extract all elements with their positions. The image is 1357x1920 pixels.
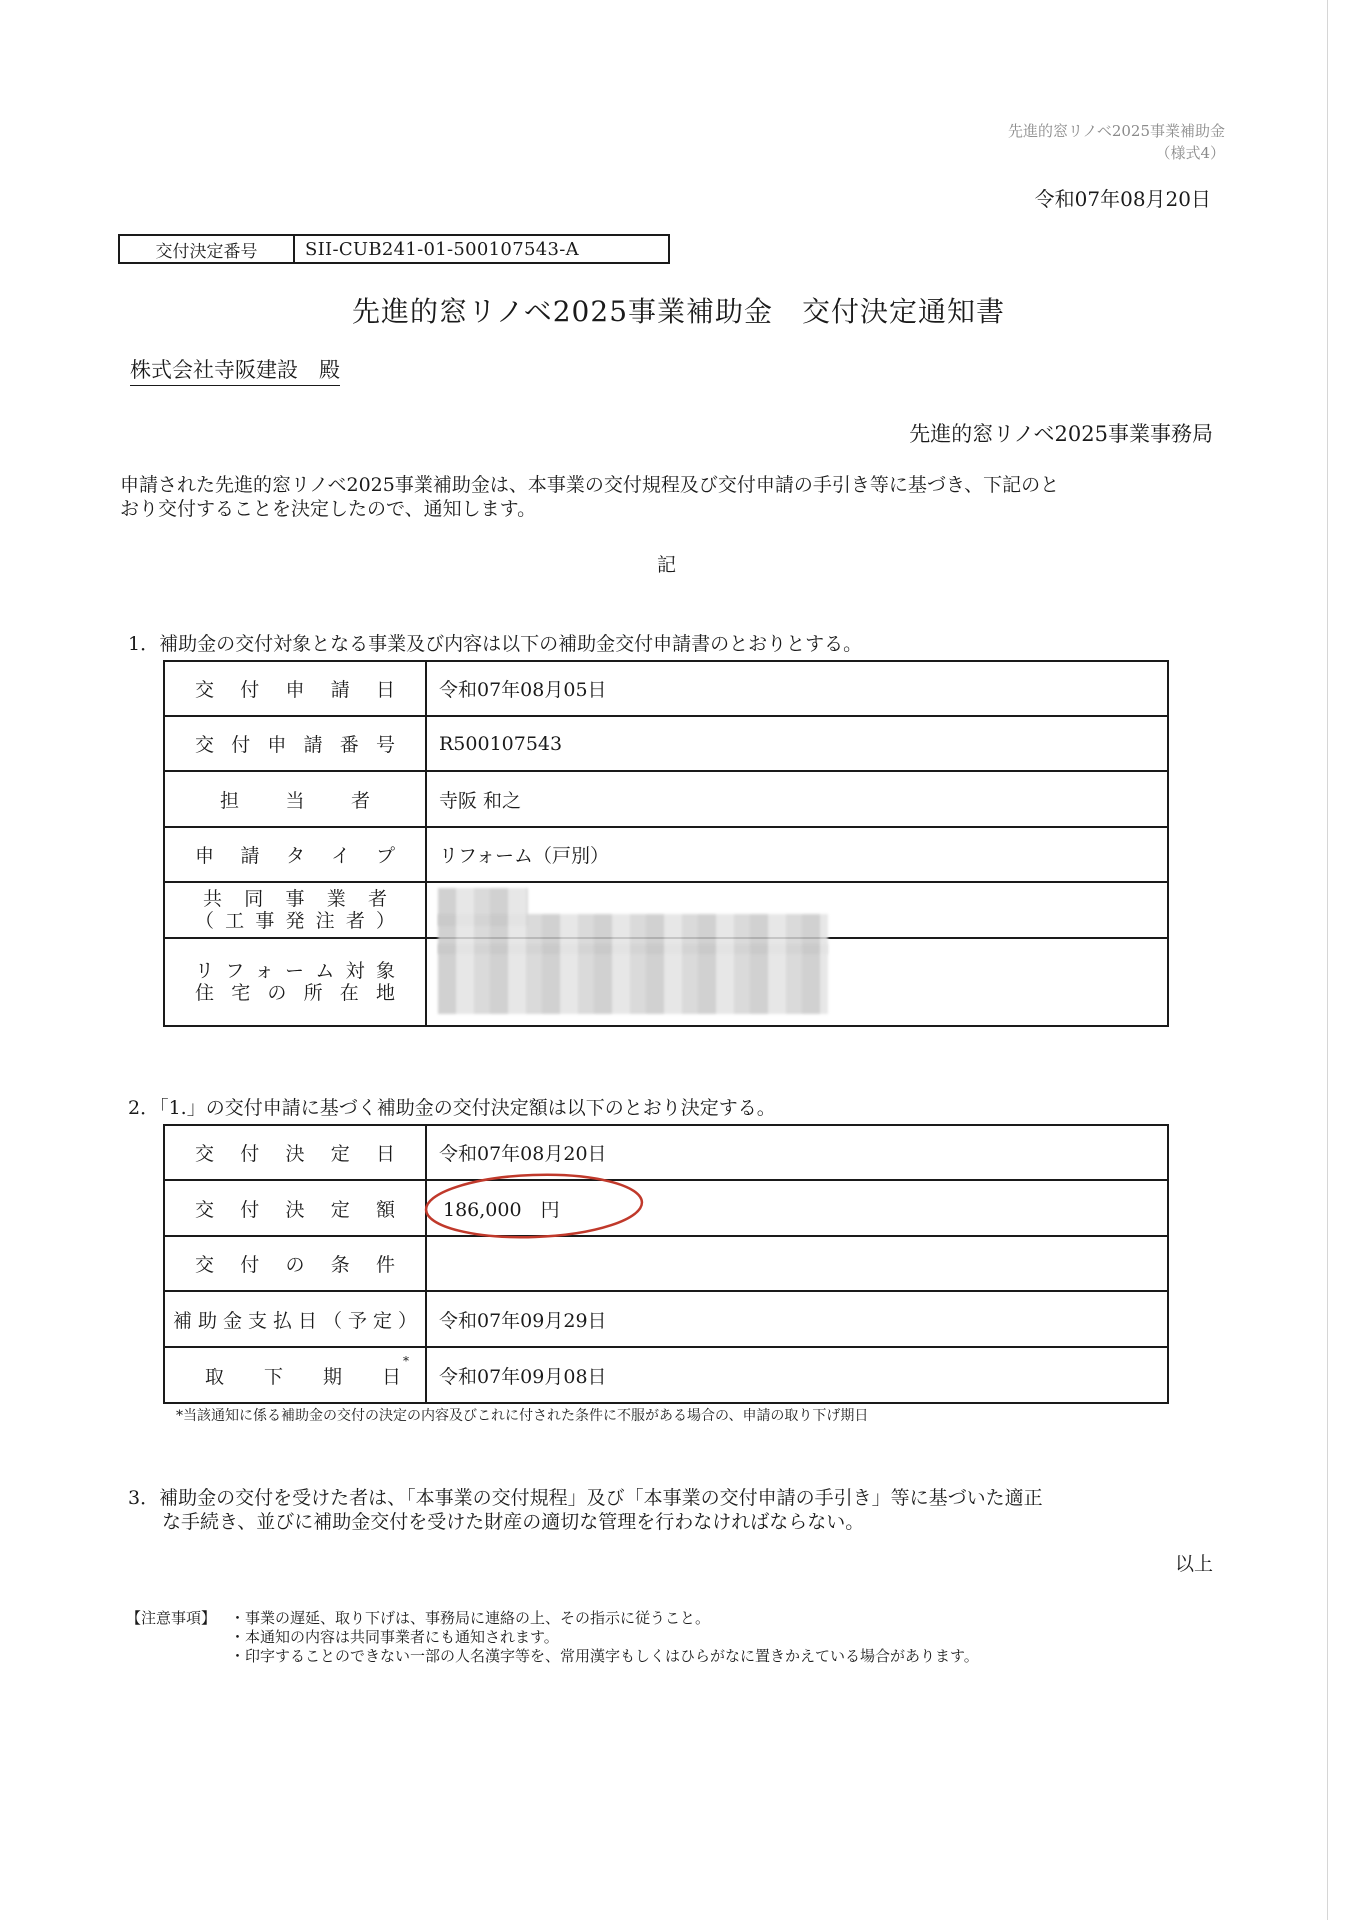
section-3-paragraph (128, 1486, 1238, 1534)
decision-amount-value: 186,000 円 (426, 1180, 1168, 1236)
document-title: 先進的窓リノベ2025事業補助金 交付決定通知書 (351, 295, 1006, 328)
note-item: ・印字することのできない一部の人名漢字等を、常用漢字もしくはひらがなに置きかえている場合があります。 (230, 1647, 979, 1665)
intro-line-2: おり交付することを決定したので、通知します。 (120, 498, 537, 520)
issuer-office: 先進的窓リノベ2025事業事務局 (909, 422, 1213, 446)
decision-number-value: SII-CUB241-01-500107543-A (305, 238, 579, 260)
form-number: （様式4） (1155, 144, 1225, 162)
scan-edge-line (1327, 0, 1328, 1920)
form-name: 先進的窓リノベ2025事業補助金 (1008, 122, 1225, 140)
section-3-line-1: 3．補助金の交付を受けた者は、「本事業の交付規程」及び「本事業の交付申請の手引き」等に基づいた適正 (128, 1487, 1043, 1509)
row-value: R500107543 (426, 716, 1168, 771)
table-row (164, 1125, 1168, 1180)
row-label-line-1: 共同事業者 (203, 888, 387, 910)
closing-mark: 以上 (1174, 1553, 1213, 1575)
section-3-line-2: な手続き、並びに補助金交付を受けた財産の適切な管理を行わなければならない。 (162, 1511, 865, 1533)
table-row (164, 716, 1168, 771)
notice-date: 令和07年08月20日 (1034, 187, 1211, 211)
row-label: 担当者 (164, 771, 426, 827)
redaction-block (438, 944, 828, 1014)
row-label: 交付申請番号 (164, 716, 426, 771)
row-label: 交付決定日 (164, 1125, 426, 1180)
row-label: 交付決定額 (164, 1180, 426, 1236)
decision-number-box (118, 234, 670, 264)
section-1-heading: 1．補助金の交付対象となる事業及び内容は以下の補助金交付申請書のとおりとする。 (128, 633, 863, 655)
decision-details-table (163, 1124, 1169, 1404)
table-row (164, 1236, 1168, 1291)
row-value: 令和07年08月20日 (426, 1125, 1168, 1180)
note-item: ・本通知の内容は共同事業者にも通知されます。 (230, 1628, 559, 1646)
row-value: 寺阪 和之 (426, 771, 1168, 827)
footnote: *当該通知に係る補助金の交付の決定の内容及びこれに付された条件に不服がある場合の、申請の取り下げ期日 (176, 1408, 869, 1424)
decision-number-label: 交付決定番号 (120, 236, 295, 262)
notes-label: 【注意事項】 (126, 1609, 217, 1627)
notes-list (230, 1609, 979, 1666)
section-2-heading: 2．「1.」の交付申請に基づく補助金の交付決定額は以下のとおり決定する。 (128, 1097, 776, 1119)
table-row (164, 1291, 1168, 1347)
row-label (164, 1347, 426, 1403)
row-value (426, 1236, 1168, 1291)
row-label (164, 882, 426, 938)
table-row (164, 661, 1168, 716)
table-row (164, 771, 1168, 827)
row-label-line-1: リフォーム対象 (195, 960, 395, 982)
row-value: 令和07年09月29日 (426, 1291, 1168, 1347)
row-label: 補助金支払日（予定） (164, 1291, 426, 1347)
row-label (164, 938, 426, 1026)
row-label: 申請タイプ (164, 827, 426, 882)
row-value: リフォーム（戸別） (426, 827, 1168, 882)
row-label-line-2: 住宅の所在地 (195, 982, 395, 1004)
row-label: 交付申請日 (164, 661, 426, 716)
addressee: 株式会社寺阪建設 殿 (130, 354, 340, 386)
table-row (164, 1180, 1168, 1236)
row-label-text: 取下期日 (205, 1365, 401, 1388)
table-row (164, 827, 1168, 882)
form-identifier (1008, 120, 1225, 164)
row-label: 交付の条件 (164, 1236, 426, 1291)
row-value: 令和07年09月08日 (426, 1347, 1168, 1403)
intro-paragraph (120, 473, 1230, 521)
row-value: 令和07年08月05日 (426, 661, 1168, 716)
note-item: ・事業の遅延、取り下げは、事務局に連絡の上、その指示に従うこと。 (230, 1609, 711, 1627)
row-label-line-2: （工事発注者） (195, 910, 395, 932)
ki-label: 記 (657, 554, 677, 576)
table-row (164, 1347, 1168, 1403)
intro-line-1: 申請された先進的窓リノベ2025事業補助金は、本事業の交付規程及び交付申請の手引き等に基づき、下記のと (120, 474, 1060, 496)
footnote-mark: * (403, 1354, 409, 1368)
